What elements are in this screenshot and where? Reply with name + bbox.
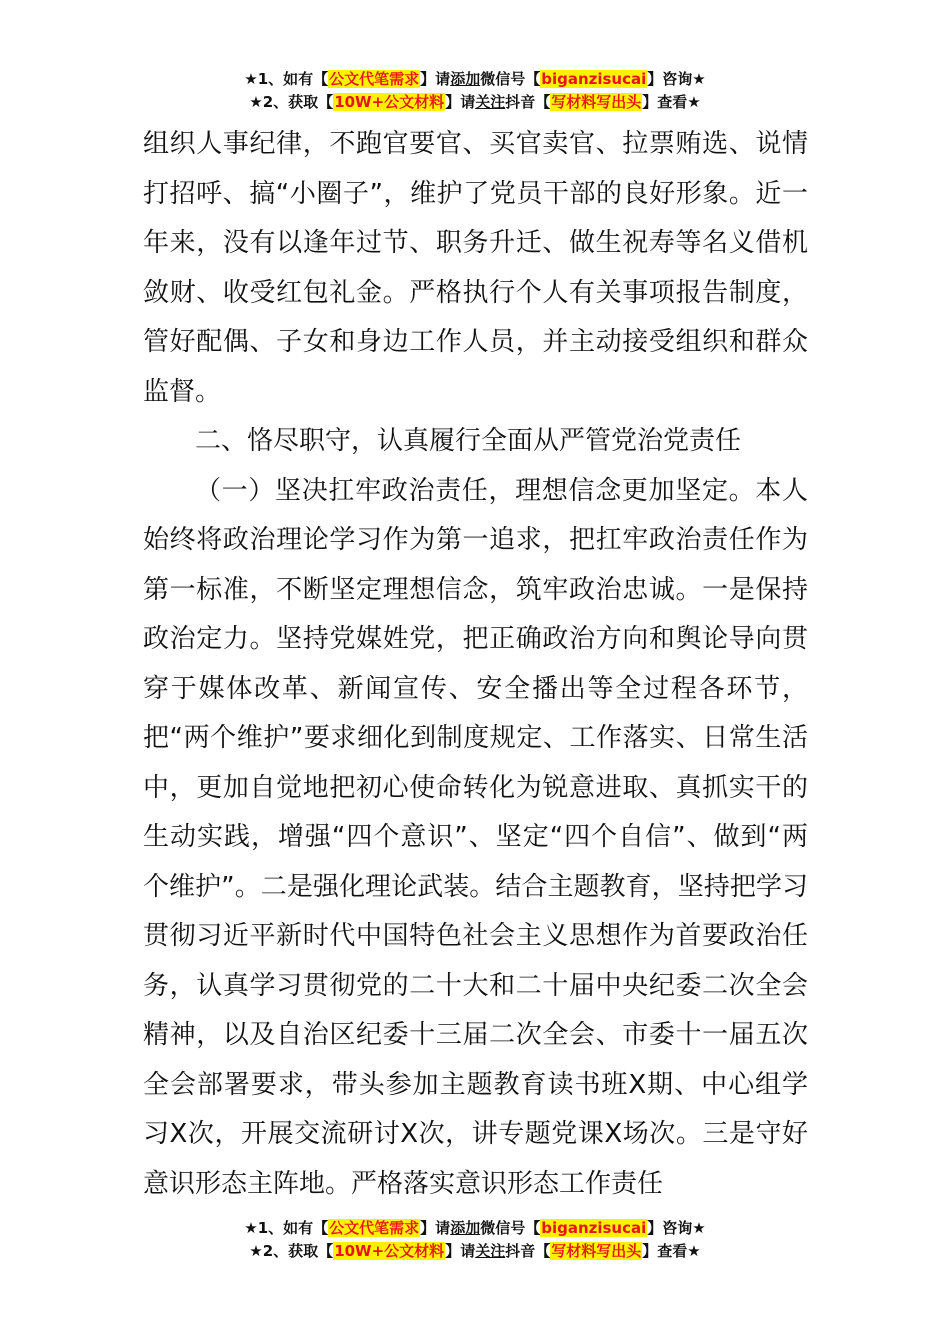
banner-text: 】查看★ <box>642 93 701 111</box>
banner-text: 】咨询★ <box>647 1219 706 1237</box>
banner-text: ★1、如有【 <box>244 1219 329 1237</box>
banner-highlight: biganzisucai <box>541 1219 647 1237</box>
section-heading: 二、恪尽职守，认真履行全面从严管党治党责任 <box>195 426 742 456</box>
banner-underlined: 添加 <box>450 70 481 88</box>
banner-text: 微信号【 <box>480 70 541 88</box>
banner-text: ★2、获取【 <box>249 93 334 111</box>
banner-line-1 <box>0 68 950 91</box>
banner-line-2 <box>0 91 950 114</box>
banner-highlight: 写材料写出头 <box>551 1242 642 1260</box>
banner-line-2 <box>0 1240 950 1263</box>
banner-text: 微信号【 <box>480 1219 541 1237</box>
document-body <box>143 120 808 1209</box>
banner-text: 】请 <box>445 93 476 111</box>
header-banner <box>0 68 950 114</box>
banner-highlight: biganzisucai <box>541 70 647 88</box>
banner-line-1 <box>0 1217 950 1240</box>
banner-text: 抖音【 <box>505 93 551 111</box>
paragraph-2: （一）坚决扛牢政治责任，理想信念更加坚定。本人始终将政治理论学习作为第一追求，把扛牢政治责任作为第一标准，不断坚定理想信念，筑牢政治忠诚。一是保持政治定力。坚持党媒姓党，把正确政治方向和舆论导向贯穿于媒体改革、新闻宣传、安全播出等全过程各环节，把“两个维护”要求细化到制度规定、工作落实、日常生活中，更加自觉地把初心使命转化为锐意进取、真抓实干的生动实践，增强“四个意识”、坚定“四个自信”、做到“两个维护”。二是强化理论武装。结合主题教育，坚持把学习贯彻习近平新时代中国特色社会主义思想作为首要政治任务，认真学习贯彻党的二十大和二十届中央纪委二次全会精神，以及自治区纪委十三届二次全会、市委十一届五次全会部署要求，带头参加主题教育读书班X期、中心组学习X次，开展交流研讨X次，讲专题党课X场次。三是守好意识形态主阵地。严格落实意识形态工作责任 <box>143 475 808 1199</box>
banner-text: 抖音【 <box>505 1242 551 1260</box>
paragraph-1: 组织人事纪律，不跑官要官、买官卖官、拉票贿选、说情打招呼、搞“小圈子”，维护了党员干部的良好形象。近一年来，没有以逢年过节、职务升迁、做生祝寿等名义借机敛财、收受红包礼金。严格执行个人有关事项报告制度，管好配偶、子女和身边工作人员，并主动接受组织和群众监督。 <box>143 129 808 407</box>
footer-banner <box>0 1217 950 1263</box>
banner-underlined: 添加 <box>450 1219 481 1237</box>
banner-text: 】请 <box>420 1219 451 1237</box>
banner-highlight: 公文代笔需求 <box>329 1219 420 1237</box>
banner-text: 】请 <box>420 70 451 88</box>
banner-text: 】查看★ <box>642 1242 701 1260</box>
banner-text: ★1、如有【 <box>244 70 329 88</box>
banner-highlight: 10W+公文材料 <box>334 93 445 111</box>
banner-text: 】咨询★ <box>647 70 706 88</box>
banner-underlined: 关注 <box>475 93 506 111</box>
banner-highlight: 10W+公文材料 <box>334 1242 445 1260</box>
banner-underlined: 关注 <box>475 1242 506 1260</box>
banner-highlight: 写材料写出头 <box>551 93 642 111</box>
banner-text: ★2、获取【 <box>249 1242 334 1260</box>
banner-highlight: 公文代笔需求 <box>329 70 420 88</box>
banner-text: 】请 <box>445 1242 476 1260</box>
